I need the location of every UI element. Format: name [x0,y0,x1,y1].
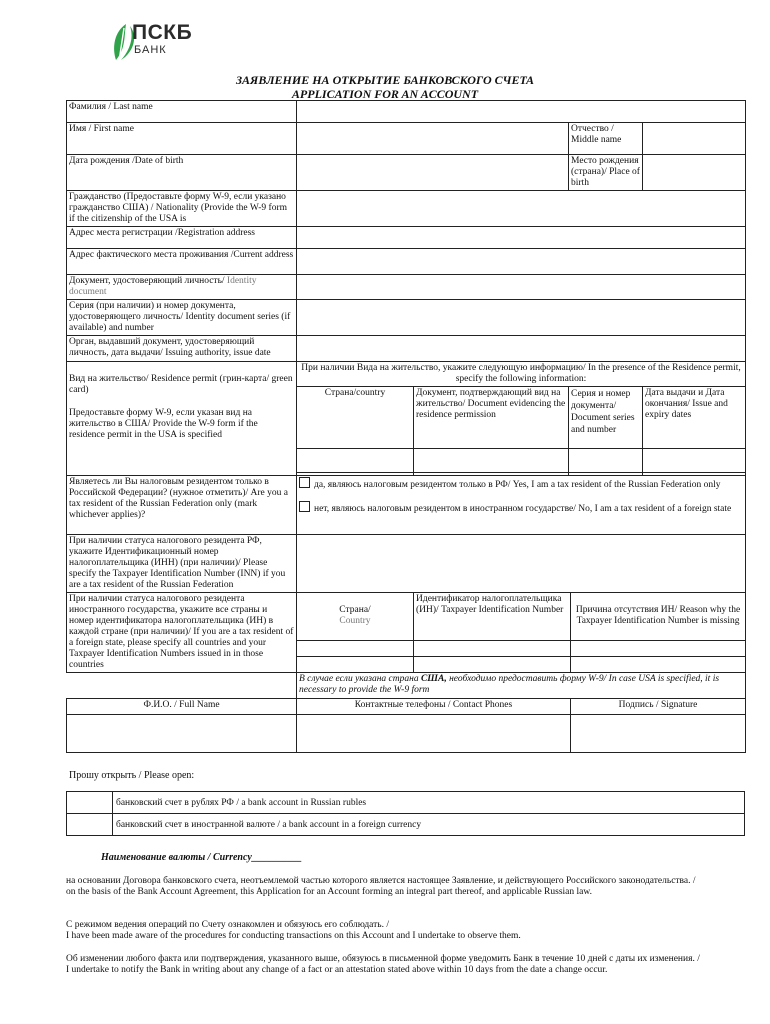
fx-account-checkbox[interactable] [67,814,113,836]
last-name-label: Фамилия / Last name [67,101,297,123]
residence-country-header: Страна/country [297,387,414,449]
contact-phones-header: Контактные телефоны / Contact Phones [297,699,571,715]
full-name-field[interactable] [67,715,297,753]
page-subtitle: APPLICATION FOR AN ACCOUNT [291,87,479,101]
residence-series-header: Серия и номер документа/ Document series and number [569,387,643,449]
registration-address-field[interactable] [297,227,746,249]
agreement-text-ru: на основании Договора банковского счета, неотъемлемой частью которого является настоящее Заявление, и действующего Российского законодательства. / [66,876,696,886]
identity-document-label [67,275,297,300]
signature-header: Подпись / Signature [571,699,746,715]
identity-document-label-ru: Документ, удостоверяющий личность/ [69,276,225,286]
identity-document-field[interactable] [297,275,746,300]
fx-account-label: банковский счет в иностранной валюте / a bank account in a foreign currency [113,814,745,836]
foreign-reason-field-2[interactable] [571,656,746,672]
notification-paragraph [66,954,745,976]
page-title: ЗАЯВЛЕНИЕ НА ОТКРЫТИЕ БАНКОВСКОГО СЧЕТА [235,73,535,87]
account-type-table [66,791,745,836]
tax-residency-options [297,476,746,535]
residence-permit-header: При наличии Вида на жительство, укажите следующую информацию/ In the presence of the Residence permit, specify the following information: [297,362,746,387]
bank-logo-sub: БАНК [134,44,167,56]
usa-note-country: США, [420,674,447,684]
foreign-tin-header: Идентификатор налогоплательщика (ИН)/ Taxpayer Identification Number [414,593,571,641]
foreign-reason-header: Причина отсутствия ИН/ Reason why the Taxpayer Identification Number is missing [571,593,746,641]
tax-yes-checkbox[interactable] [299,477,310,488]
usa-note-end: необходимо предоставить форму W-9/ In case USA is specified, it is necessary to provide the W-9 form [299,674,720,695]
identity-document-label-en: Identity document [69,276,257,297]
please-open-label: Прошу открыть / Please open: [69,770,195,781]
residence-country-field[interactable] [297,449,414,473]
foreign-tax-label: При наличии статуса налогового резидента иностранного государства, укажите все страны и номер идентификатора налогоплательщика (ИН) в каждой стране (при наличии)/ If you are a tax resident of a foreign state, please specify all countries and your Taxpayer Identification Numbers issued in in those countries [67,593,297,673]
signature-field[interactable] [571,715,746,753]
citizenship-field[interactable] [297,191,746,227]
foreign-country-field-1[interactable] [297,640,414,656]
citizenship-label: Гражданство (Предоставьте форму W-9, если указано гражданство США) / Nationality (Provide the W-9 form if the citizenship of the USA is [67,191,297,227]
usa-note-start: В случае если указана страна [299,674,419,684]
issuing-authority-field[interactable] [297,336,746,362]
dob-label: Дата рождения /Date of birth [67,155,297,191]
procedures-text-ru: С режимом ведения операций по Счету ознакомлен и обязуюсь его соблюдать. / [66,920,390,930]
foreign-country-field-2[interactable] [297,656,414,672]
pob-field[interactable] [643,155,746,191]
rub-account-label: банковский счет в рублях РФ / a bank account in Russian rubles [113,792,745,814]
registration-address-label: Адрес места регистрации /Registration address [67,227,297,249]
tax-yes-label: да, являюсь налоговым резидентом только в РФ/ Yes, I am a tax resident of the Russian Federation only [314,480,721,490]
tax-no-label: нет, являюсь налоговым резидентом в иностранном государстве/ No, I am a tax resident of a foreign state [314,504,732,514]
tax-no-checkbox[interactable] [299,501,310,512]
middle-name-field[interactable] [643,123,746,155]
foreign-reason-field-1[interactable] [571,640,746,656]
first-name-label: Имя / First name [67,123,297,155]
document-series-label: Серия (при наличии) и номер документа, удостоверяющего личность/ Identity document series (if available) and number [67,300,297,336]
residence-document-header: Документ, подтверждающий вид на жительство/ Document evidencing the residence permission [414,387,569,449]
rub-account-checkbox[interactable] [67,792,113,814]
tax-no-option[interactable] [299,501,743,515]
inn-rf-field[interactable] [297,535,746,593]
tax-residency-question: Являетесь ли Вы налоговым резидентом только в Российской Федерации? (нужное отметить)/ Are you a tax resident of the Russian Federation only (mark whichever applies)? [67,476,297,535]
contact-phones-field[interactable] [297,715,571,753]
currency-field[interactable]: Наименование валюты / Currency__________ [101,852,302,863]
notification-text-en: I undertake to notify the Bank in writing about any change of a fact or an attestation stated above within 10 days from the date a change occur. [66,965,608,975]
application-form-table [66,100,746,753]
notification-text-ru: Об изменении любого факта или подтверждения, указанного выше, обязуюсь в письменной форме уведомить Банк в течение 10 дней с даты их изменения. / [66,954,700,964]
residence-dates-field[interactable] [643,449,746,473]
residence-w9-note: Предоставьте форму W-9, если указан вид на жительство в США/ Provide the W-9 form if the residence permit in the USA is specified [69,408,258,440]
foreign-country-header [297,593,414,641]
agreement-paragraph [66,876,745,898]
current-address-label: Адрес фактического места проживания /Current address [67,249,297,275]
full-name-header: Ф.И.О. / Full Name [67,699,297,715]
issuing-authority-label: Орган, выдавший документ, удостоверяющий личность, дата выдачи/ Issuing authority, issue date [67,336,297,362]
middle-name-label: Отчество / Middle name [569,123,643,155]
residence-permit-label: Вид на жительство/ Residence permit (грин-карта/ green card) [69,374,293,395]
usa-w9-note [297,673,746,699]
current-address-field[interactable] [297,249,746,275]
residence-dates-header: Дата выдачи и Дата окончания/ Issue and expiry dates [643,387,746,449]
dob-field[interactable] [297,155,569,191]
agreement-text-en: on the basis of the Bank Account Agreement, this Application for an Account forming an integral part thereof, and applicable Russian law. [66,887,592,897]
pob-label: Место рождения (страна)/ Place of birth [569,155,643,191]
procedures-paragraph [66,920,745,942]
foreign-country-header-en: Country [339,616,371,627]
inn-rf-label: При наличии статуса налогового резидента РФ, укажите Идентификационный номер налогоплательщика (ИНН) (при наличии)/ Please specify the Taxpayer Identification Number (INN) if you are a tax resident of the Russian Federation [67,535,297,593]
foreign-tin-field-1[interactable] [414,640,571,656]
residence-permit-label-cell [67,362,297,476]
foreign-country-header-ru: Страна/ [339,605,371,616]
document-series-field[interactable] [297,300,746,336]
procedures-text-en: I have been made aware of the procedures for conducting transactions on this Account and I undertake to observe them. [66,931,521,941]
last-name-field[interactable] [297,101,746,123]
first-name-field[interactable] [297,123,569,155]
residence-series-field[interactable] [569,449,643,473]
foreign-tin-field-2[interactable] [414,656,571,672]
residence-document-field[interactable] [414,449,569,473]
bank-logo-name: ПСКБ [132,21,193,44]
tax-yes-option[interactable] [299,477,743,491]
